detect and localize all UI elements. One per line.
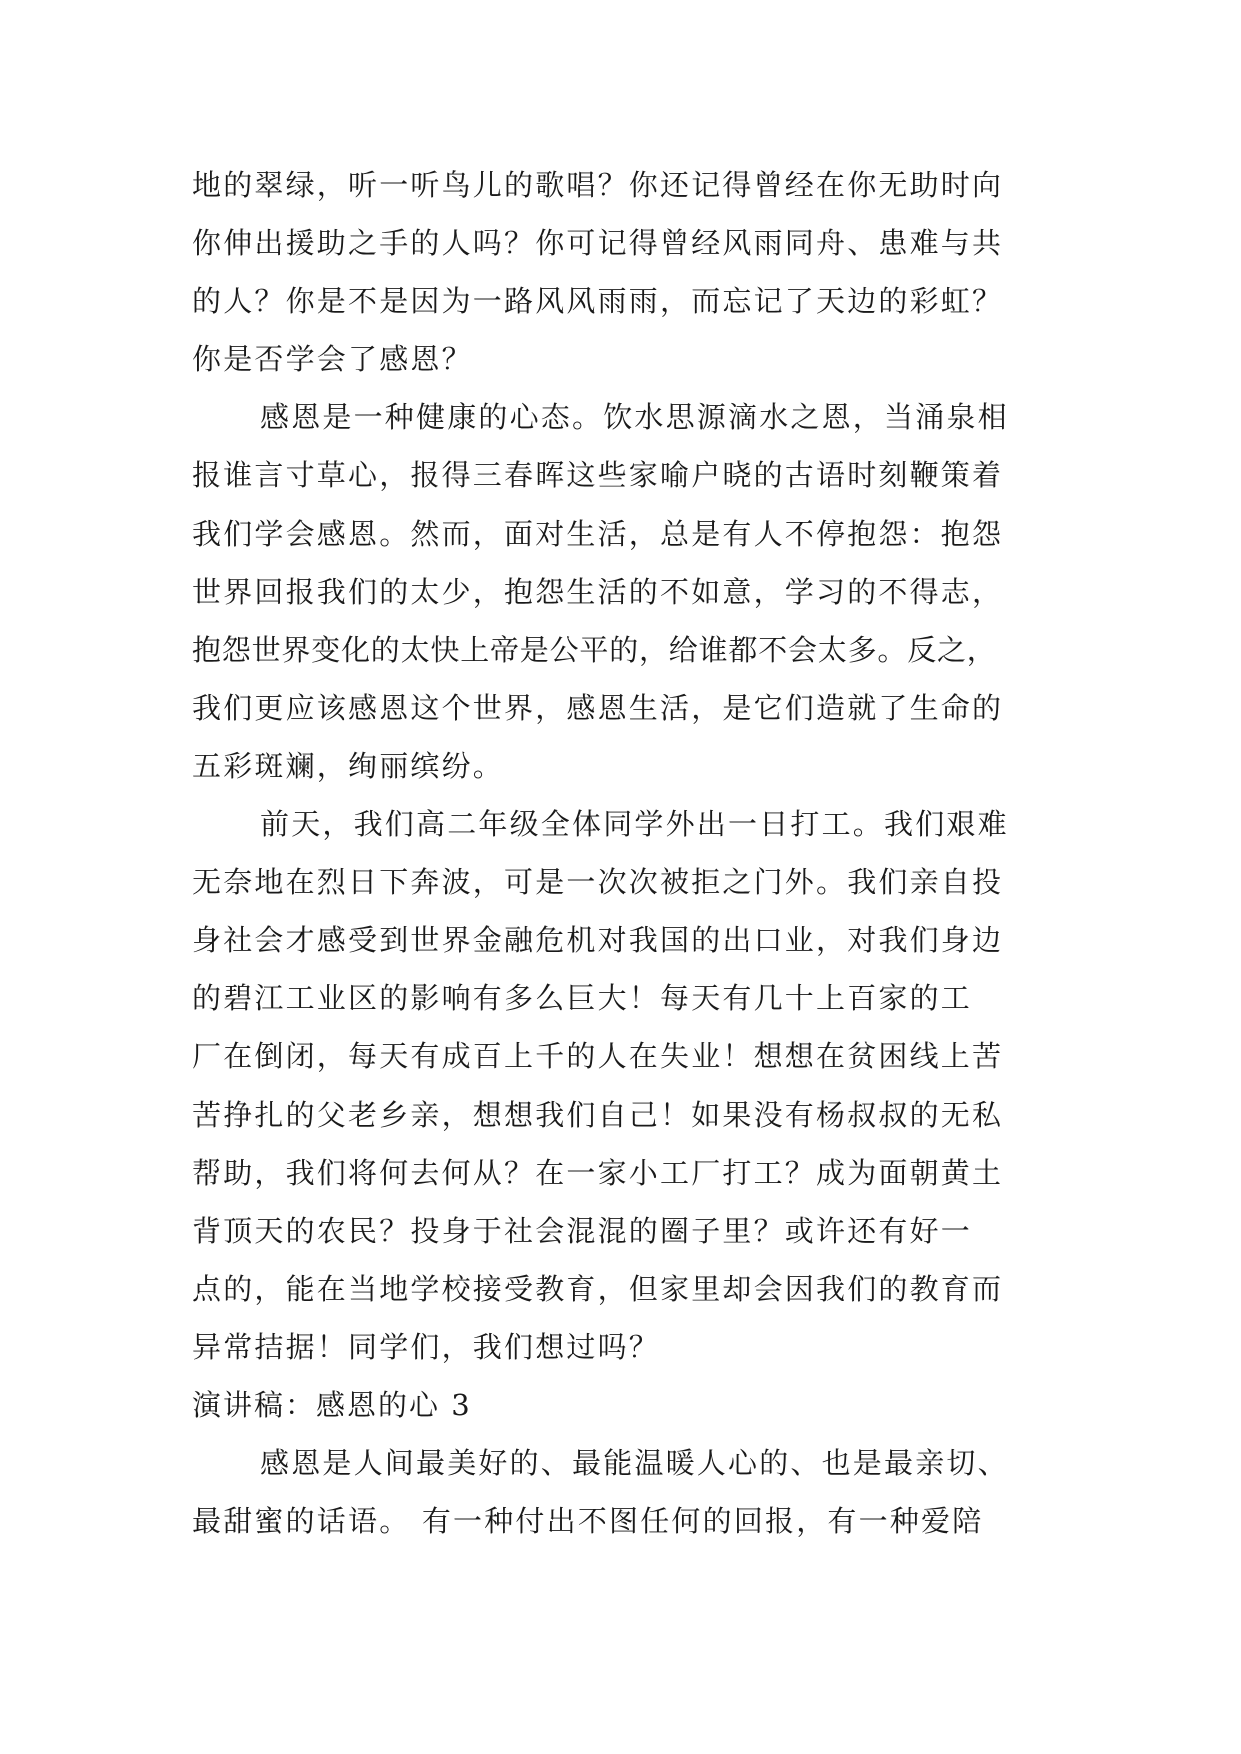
text-line: 苦挣扎的父老乡亲，想想我们自己！如果没有杨叔叔的无私	[192, 1097, 1004, 1132]
text-line: 地的翠绿，听一听鸟儿的歌唱？你还记得曾经在你无助时向	[192, 168, 1004, 202]
text-line: 我们更应该感恩这个世界，感恩生活，是它们造就了生命的	[192, 690, 1004, 725]
text-line: 的碧江工业区的影响有多么巨大！每天有几十上百家的工	[192, 981, 973, 1016]
text-line: 的人？你是不是因为一路风风雨雨，而忘记了天边的彩虹？	[192, 284, 1004, 319]
paragraph-first-line: 前天，我们高二年级全体同学外出一日打工。我们艰难	[260, 807, 1009, 842]
text-line: 帮助，我们将何去何从？在一家小工厂打工？成为面朝黄土	[192, 1155, 1004, 1190]
text-line: 世界回报我们的太少，抱怨生活的不如意，学习的不得志，	[192, 574, 1004, 609]
section-heading: 演讲稿：感恩的心 3	[192, 1387, 472, 1422]
paragraph-first-line: 感恩是人间最美好的、最能温暖人心的、也是最亲切、	[260, 1446, 1009, 1481]
text-line: 抱怨世界变化的太快上帝是公平的，给谁都不会太多。反之，	[192, 632, 997, 667]
text-line: 点的，能在当地学校接受教育，但家里却会因我们的教育而	[192, 1271, 1004, 1306]
text-line: 你是否学会了感恩？	[192, 342, 473, 377]
text-line: 最甜蜜的话语。 有一种付出不图任何的回报，有一种爱陪	[192, 1504, 984, 1539]
text-line: 厂在倒闭，每天有成百上千的人在失业！想想在贫困线上苦	[192, 1039, 1004, 1074]
text-line: 异常拮据！同学们，我们想过吗？	[192, 1329, 661, 1364]
text-line: 身社会才感受到世界金融危机对我国的出口业，对我们身边	[192, 923, 1004, 958]
text-line: 你伸出援助之手的人吗？你可记得曾经风雨同舟、患难与共	[192, 226, 1004, 261]
text-line: 报谁言寸草心，报得三春晖这些家喻户晓的古语时刻鞭策着	[192, 458, 1004, 493]
paragraph-first-line: 感恩是一种健康的心态。饮水思源滴水之恩，当涌泉相	[260, 400, 1009, 435]
document-body	[192, 156, 1062, 1550]
text-line: 五彩斑斓，绚丽缤纷。	[192, 748, 505, 783]
text-line: 无奈地在烈日下奔波，可是一次次被拒之门外。我们亲自投	[192, 865, 1004, 900]
text-line: 背顶天的农民？投身于社会混混的圈子里？或许还有好一	[192, 1213, 973, 1248]
text-line: 我们学会感恩。然而，面对生活，总是有人不停抱怨：抱怨	[192, 516, 1004, 551]
